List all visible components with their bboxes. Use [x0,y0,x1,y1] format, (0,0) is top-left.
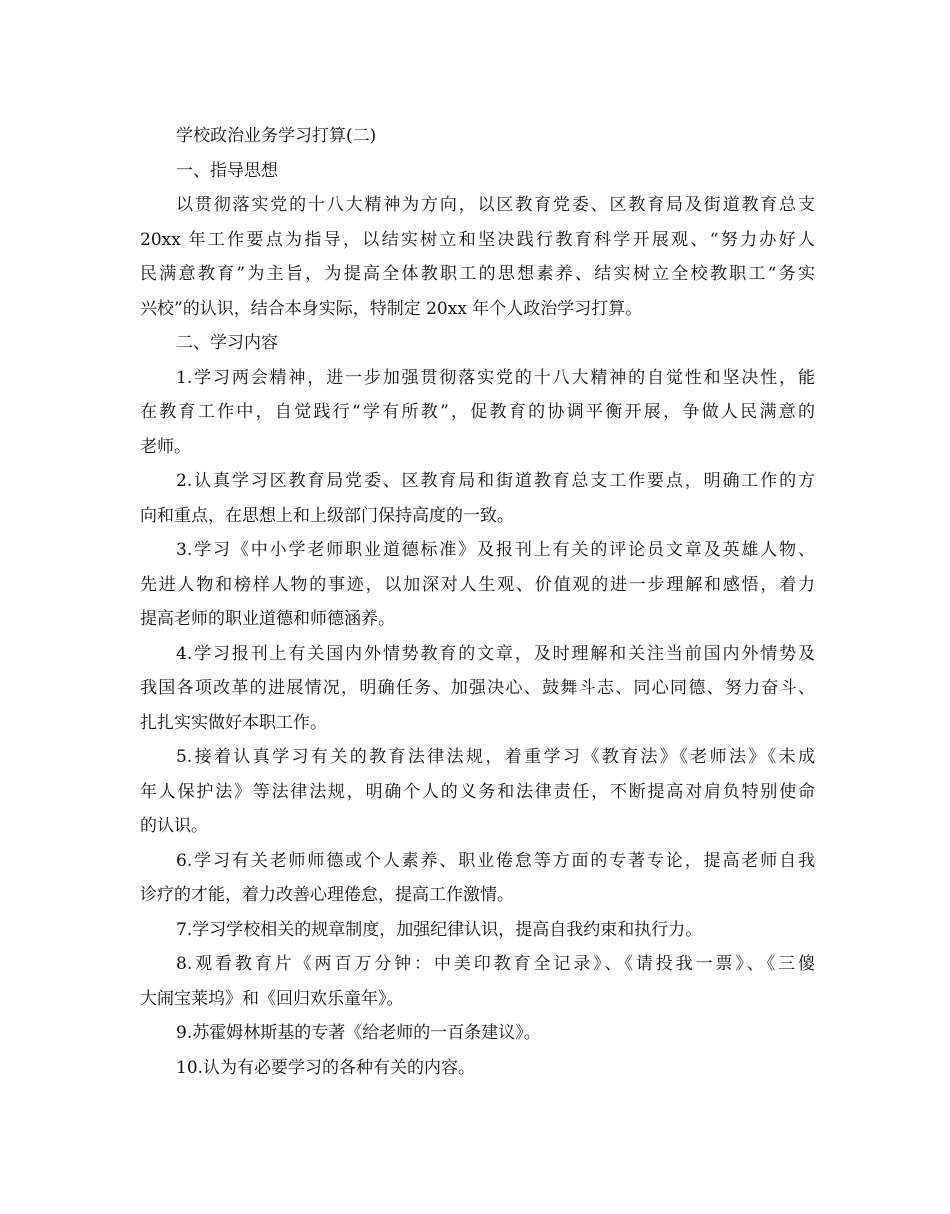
list-item-line: 3.学习《中小学老师职业道德标准》及报刊上有关的评论员文章及英雄人物、 [176,540,815,560]
list-item-5 [140,740,815,844]
paragraph-line: 兴校”的认识，结合本身实际，特制定 20xx 年个人政治学习打算。 [140,298,643,319]
document-body [140,119,815,1085]
paragraph-line: 以贯彻落实党的十八大精神为方向，以区教育党委、区教育局及街道教育总支 [176,195,815,215]
paragraph-line: 民满意教育”为主旨，为提高全体教职工的思想素养、结实树立全校教职工“务实 [140,264,815,284]
list-item-line: 先进人物和榜样人物的事迹，以加深对人生观、价值观的进一步理解和感悟，着力 [140,574,815,595]
list-item-1 [140,361,815,465]
list-item-line: 诊疗的才能，着力改善心理倦怠，提高工作激情。 [140,885,514,905]
list-item-8 [140,947,815,1016]
document-title: 学校政治业务学习打算(二) [176,126,377,146]
list-item-line: 9.苏霍姆林斯基的专著《给老师的一百条建议》。 [176,1023,541,1043]
section-heading-study-content: 二、学习内容 [176,333,278,353]
list-item-line: 提高老师的职业道德和师德涵养。 [140,609,395,629]
list-item-9 [140,1016,815,1051]
list-item-line: 6.学习有关老师师德或个人素养、职业倦怠等方面的专著专论，提高老师自我 [176,850,815,871]
list-item-line: 向和重点，在思想上和上级部门保持高度的一致。 [140,505,514,526]
list-item-6 [140,844,815,913]
list-item-4 [140,637,815,741]
guiding-ideology-paragraph [140,188,815,326]
list-item-10 [140,1051,815,1086]
list-item-line: 10.认为有必要学习的各种有关的内容。 [176,1057,476,1078]
list-item-line: 1.学习两会精神，进一步加强贯彻落实党的十八大精神的自觉性和坚决性，能 [176,367,815,388]
list-item-line: 大闹宝莱坞》和《回归欢乐童年》。 [140,988,404,1009]
list-item-3 [140,533,815,637]
list-item-line: 7.学习学校相关的规章制度，加强纪律认识，提高自我约束和执行力。 [176,919,703,940]
list-item-2 [140,464,815,533]
list-item-7 [140,913,815,948]
list-item-line: 2.认真学习区教育局党委、区教育局和街道教育总支工作要点，明确工作的方 [176,471,815,491]
list-item-line: 在教育工作中，自觉践行“学有所教”，促教育的协调平衡开展，争做人民满意的 [140,402,815,422]
list-item-line: 年人保护法》等法律法规，明确个人的义务和法律责任，不断提高对肩负特别使命 [140,781,815,802]
list-item-line: 8.观看教育片《两百万分钟：中美印教育全记录》、《请投我一票》、《三傻 [176,954,815,974]
list-item-line: 5.接着认真学习有关的教育法律法规，着重学习《教育法》《老师法》《未成 [176,747,815,767]
section-heading-guiding-ideology: 一、指导思想 [176,160,278,181]
list-item-line: 我国各项改革的进展情况，明确任务、加强决心、鼓舞斗志、同心同德、努力奋斗、 [140,678,815,698]
list-item-line: 老师。 [140,436,191,457]
paragraph-line: 20xx 年工作要点为指导，以结实树立和坚决践行教育科学开展观、“努力办好人 [140,229,815,250]
list-item-line: 扎扎实实做好本职工作。 [140,712,327,733]
list-item-line: 4.学习报刊上有关国内外情势教育的文章，及时理解和关注当前国内外情势及 [176,643,815,664]
list-item-line: 的认识。 [140,816,208,836]
